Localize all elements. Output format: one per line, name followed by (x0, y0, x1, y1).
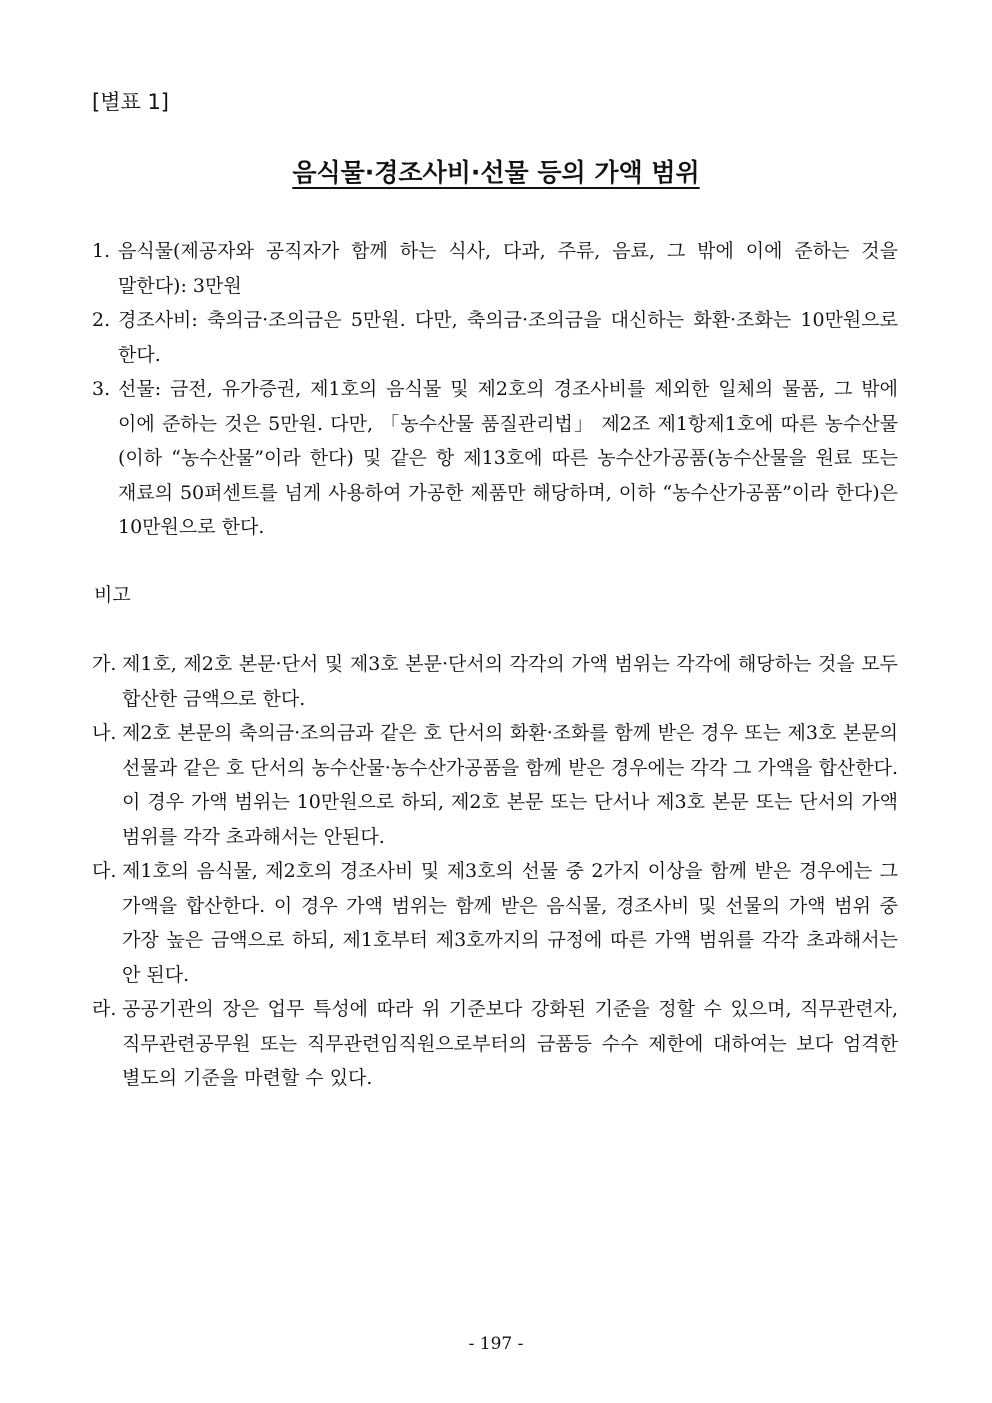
item-text: 음식물(제공자와 공직자가 함께 하는 식사, 다과, 주류, 음료, 그 밖에 이에 준하는 것을 말한다): 3만원 (118, 240, 898, 297)
remark-number: 가. (92, 653, 117, 675)
remark-text: 제1호의 음식물, 제2호의 경조사비 및 제3호의 선물 중 2가지 이상을 함께 받은 경우에는 그 가액을 합산한다. 이 경우 가액 범위는 함께 받은 음식물, 경조사비 및 선물의 가액 범위 중 가장 높은 금액으로 하되, 제1호부터 제3호까지의 규정에 따른 가액 범위를 각각 초과해서는 안 된다. (122, 860, 898, 986)
page-number: - 197 - (468, 1334, 524, 1354)
item-number: 3. (92, 378, 111, 400)
remark-item (92, 647, 898, 716)
remark-text: 공공기관의 장은 업무 특성에 따라 위 기준보다 강화된 기준을 정할 수 있으며, 직무관련자, 직무관련공무원 또는 직무관련임직원으로부터의 금품등 수수 제한에 대하여는 보다 엄격한 별도의 기준을 마련할 수 있다. (122, 998, 898, 1089)
list-item (92, 303, 898, 372)
item-text: 선물: 금전, 유가증권, 제1호의 음식물 및 제2호의 경조사비를 제외한 일체의 물품, 그 밖에 이에 준하는 것은 5만원. 다만, 「농수산물 품질관리법」 제2조 제1항제1호에 따른 농수산물(이하 “농수산물”이라 한다) 및 같은 항 제13호에 따른 농수산가공품(농수산물을 원료 또는 재료의 50퍼센트를 넘게 사용하여 가공한 제품만 해당하며, 이하 “농수산가공품”이라 한다)은 10만원으로 한다. (118, 378, 898, 538)
value-limits-list (92, 234, 898, 545)
remark-text: 제2호 본문의 축의금·조의금과 같은 호 단서의 화환·조화를 함께 받은 경우 또는 제3호 본문의 선물과 같은 호 단서의 농수산물·농수산가공품을 함께 받은 경우에는 각각 그 가액을 합산한다. 이 경우 가액 범위는 10만원으로 하되, 제2호 본문 또는 단서나 제3호 본문 또는 단서의 가액 범위를 각각 초과해서는 안된다. (122, 722, 898, 848)
item-number: 2. (92, 309, 111, 331)
remark-text: 제1호, 제2호 본문·단서 및 제3호 본문·단서의 각각의 가액 범위는 각각에 해당하는 것을 모두 합산한 금액으로 한다. (122, 653, 898, 710)
list-item (92, 372, 898, 545)
appendix-label: [별표 1] (92, 90, 169, 114)
item-text: 경조사비: 축의금·조의금은 5만원. 다만, 축의금·조의금을 대신하는 화환·조화는 10만원으로 한다. (118, 309, 898, 366)
remarks-list (92, 647, 898, 1096)
document-title (0, 156, 992, 190)
item-number: 1. (92, 240, 111, 262)
remark-item (92, 716, 898, 854)
document-title-text: 음식물·경조사비·선물 등의 가액 범위 (292, 158, 700, 187)
remarks-heading: 비고 (94, 584, 131, 606)
remark-number: 나. (92, 722, 117, 744)
remark-number: 라. (92, 998, 117, 1020)
list-item (92, 234, 898, 303)
remark-number: 다. (92, 860, 117, 882)
remark-item (92, 992, 898, 1096)
remark-item (92, 854, 898, 992)
